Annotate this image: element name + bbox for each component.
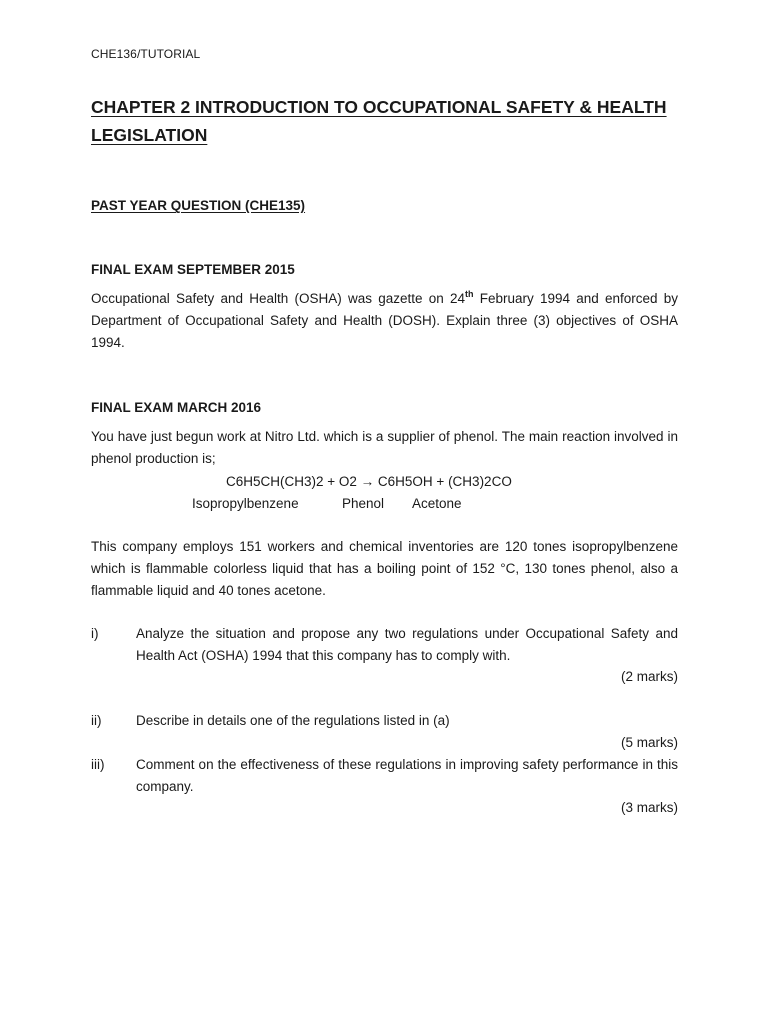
question-text: Describe in details one of the regulations listed in (a) xyxy=(136,713,450,728)
species-label: Isopropylbenzene xyxy=(192,496,299,511)
exam-2016-description: This company employs 151 workers and chemical inventories are 120 tones isopropylbenzene which is flammable colorless liquid that has a boiling point of 152 °C, 130 tones phenol, also a flammable liquid and 40 tones acetone. xyxy=(91,539,678,598)
question-number: i) xyxy=(91,626,99,641)
question-marks: (2 marks) xyxy=(621,669,678,684)
chapter-title: CHAPTER 2 INTRODUCTION TO OCCUPATIONAL SAFETY & HEALTH LEGISLATION xyxy=(91,97,667,145)
exam-2015-text-b: February 1994 and enforced by Department of Occupational Safety and Health (DOSH). Explain three (3) objectives of OSHA 1994. xyxy=(91,291,678,350)
exam-2016-heading: FINAL EXAM MARCH 2016 xyxy=(91,400,262,415)
exam-2015-text-a: Occupational Safety and Health (OSHA) was gazette on 24 xyxy=(91,291,465,306)
species-label: Phenol xyxy=(342,496,385,511)
exam-2016-intro: You have just begun work at Nitro Ltd. which is a supplier of phenol. The main reaction involved in phenol production is; xyxy=(91,429,678,466)
question-marks: (3 marks) xyxy=(621,800,678,815)
question-marks: (5 marks) xyxy=(621,735,678,750)
species-label: Acetone xyxy=(412,496,462,511)
reaction-equation: C6H5CH(CH3)2 + O2 → C6H5OH + (CH3)2CO xyxy=(226,474,512,489)
exam-2015-superscript: th xyxy=(465,289,474,299)
exam-2015-question xyxy=(91,288,678,354)
question-number: iii) xyxy=(91,757,105,772)
question-text: Comment on the effectiveness of these regulations in improving safety performance in this company. xyxy=(136,757,678,794)
past-year-heading: PAST YEAR QUESTION (CHE135) xyxy=(91,198,306,213)
course-code: CHE136/TUTORIAL xyxy=(91,47,201,61)
exam-2015-heading: FINAL EXAM SEPTEMBER 2015 xyxy=(91,262,295,277)
question-number: ii) xyxy=(91,713,102,728)
question-text: Analyze the situation and propose any two regulations under Occupational Safety and Health Act (OSHA) 1994 that this company has to comply with. xyxy=(136,626,678,663)
